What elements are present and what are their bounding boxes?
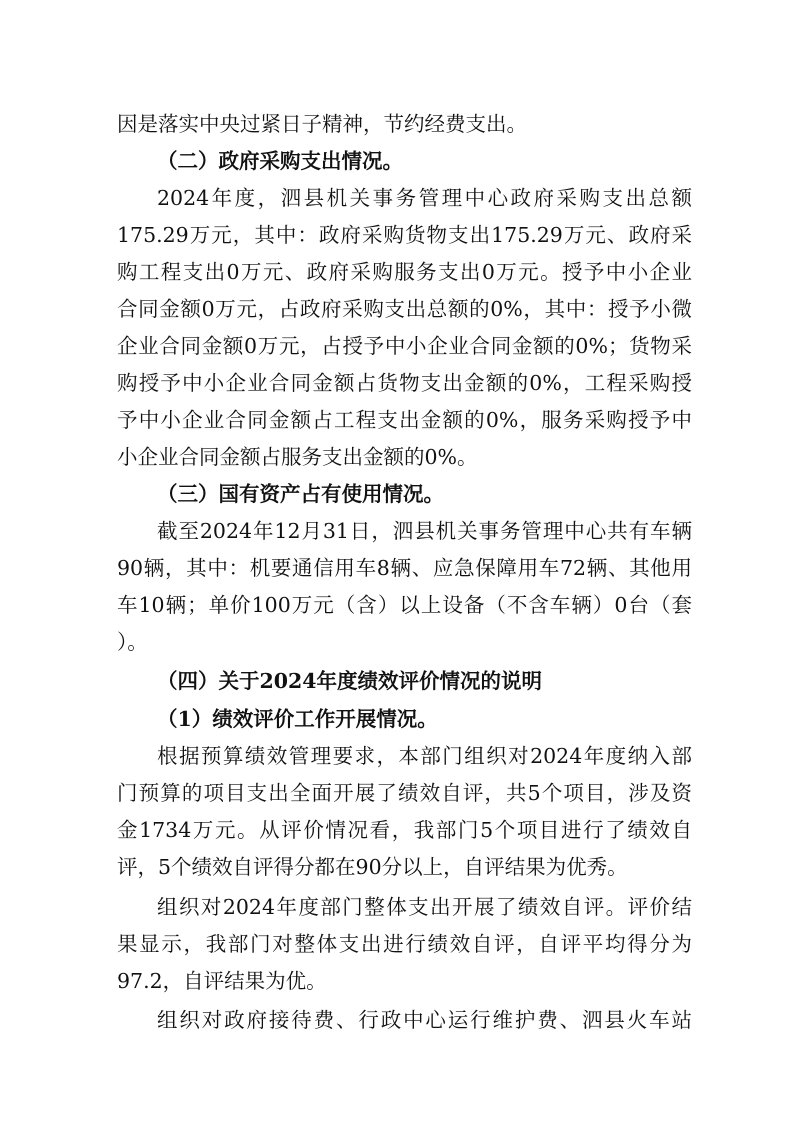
paragraph-line: 车10辆；单价100万元（含）以上设备（不含车辆）0台（套 <box>117 593 692 617</box>
paragraph-line: 门预算的项目支出全面开展了绩效自评，共5个项目，涉及资 <box>117 781 692 805</box>
paragraph-line: 组织对2024年度部门整体支出开展了绩效自评。评价结 <box>157 895 692 919</box>
paragraph-line: 评，5个绩效自评得分都在90分以上，自评结果为优秀。 <box>117 855 628 879</box>
paragraph-line: 予中小企业合同金额占工程支出金额的0%，服务采购授予中 <box>117 408 692 432</box>
paragraph-line: 根据预算绩效管理要求，本部门组织对2024年度纳入部 <box>157 744 692 768</box>
subsection-heading-evaluation-work: （1）绩效评价工作开展情况。 <box>157 707 438 731</box>
paragraph-line: 企业合同金额0万元，占授予中小企业合同金额的0%；货物采 <box>117 334 692 358</box>
paragraph-line: 175.29万元，其中：政府采购货物支出175.29万元、政府采 <box>117 223 692 247</box>
paragraph-line: 截至2024年12月31日，泗县机关事务管理中心共有车辆 <box>157 519 692 543</box>
paragraph-line: 97.2，自评结果为优。 <box>117 969 327 993</box>
section-heading-performance-evaluation: （四）关于2024年度绩效评价情况的说明 <box>157 669 543 693</box>
section-heading-government-procurement: （二）政府采购支出情况。 <box>157 149 403 173</box>
paragraph-line: 组织对政府接待费、行政中心运行维护费、泗县火车站 <box>157 1008 692 1032</box>
paragraph-line: ）。 <box>117 630 148 654</box>
paragraph-line: 因是落实中央过紧日子精神，节约经费支出。 <box>117 112 527 136</box>
paragraph-line: 小企业合同金额占服务支出金额的0%。 <box>117 445 478 469</box>
paragraph-line: 果显示，我部门对整体支出进行绩效自评，自评平均得分为 <box>117 932 692 956</box>
paragraph-line: 90辆，其中：机要通信用车8辆、应急保障用车72辆、其他用 <box>117 556 692 580</box>
paragraph-line: 购授予中小企业合同金额占货物支出金额的0%，工程采购授 <box>117 371 692 395</box>
paragraph-line: 合同金额0万元，占政府采购支出总额的0%，其中：授予小微 <box>117 297 692 321</box>
paragraph-line: 金1734万元。从评价情况看，我部门5个项目进行了绩效自 <box>117 818 692 842</box>
paragraph-line: 2024年度，泗县机关事务管理中心政府采购支出总额 <box>157 186 692 210</box>
paragraph-line: 购工程支出0万元、政府采购服务支出0万元。授予中小企业 <box>117 260 692 284</box>
section-heading-state-assets: （三）国有资产占有使用情况。 <box>157 482 444 506</box>
